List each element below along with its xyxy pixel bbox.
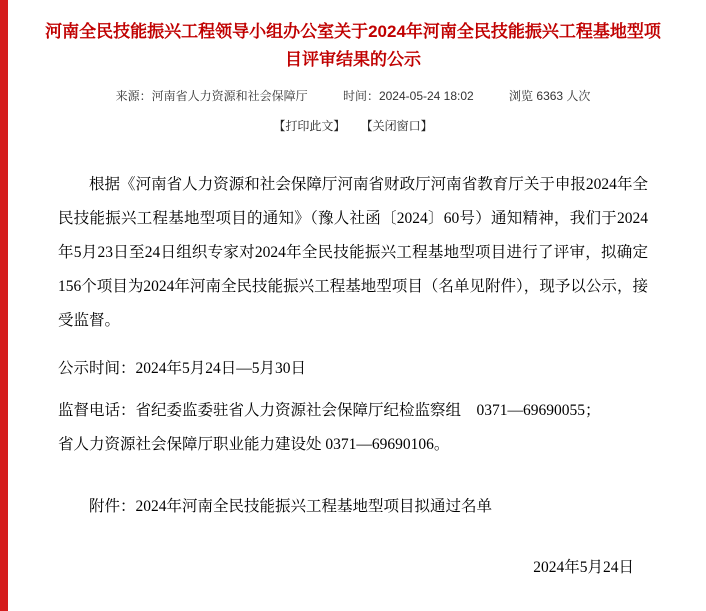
close-window-button[interactable]: 【关闭窗口】 [360, 119, 433, 133]
meta-views-value: 6363 人次 [536, 89, 591, 103]
spacer [58, 386, 648, 394]
page-title: 河南全民技能振兴工程领导小组办公室关于2024年河南全民技能振兴工程基地型项目评审结果的公示 [45, 22, 661, 69]
document-meta [34, 87, 672, 105]
left-accent-bar [0, 0, 8, 611]
meta-views-label: 浏览 [509, 89, 534, 103]
signature-block [533, 551, 672, 585]
signature-date: 2024年5月24日 [533, 559, 634, 576]
body-paragraph: 根据《河南省人力资源和社会保障厅河南省财政厅河南省教育厅关于申报2024年全民技能振兴工程基地型项目的通知》（豫人社函〔2024〕60号）通知精神，我们于2024年5月23日至24日组织专家对2024年全民技能振兴工程基地型项目进行了评审，拟确定156个项目为2024年河南全民技能振兴工程基地型项目（名单见附件），现予以公示，接受监督。 [58, 176, 648, 329]
meta-views [509, 87, 590, 105]
spacer [58, 344, 648, 352]
attachment-line: 附件：2024年河南全民技能振兴工程基地型项目拟通过名单 [89, 498, 493, 515]
meta-time-value: 2024-05-24 18:02 [378, 89, 474, 103]
meta-source-value: 河南省人力资源和社会保障厅 [151, 89, 308, 103]
print-button[interactable]: 【打印此文】 [273, 119, 346, 133]
department-phone-line: 省人力资源社会保障厅职业能力建设处 0371—69690106。 [58, 436, 450, 453]
notice-period-line: 公示时间：2024年5月24日—5月30日 [58, 360, 307, 377]
document-body [34, 168, 672, 524]
spacer [58, 462, 648, 490]
meta-time [343, 87, 474, 105]
meta-source [116, 87, 308, 105]
supervision-phone-line: 监督电话：省纪委监委驻省人力资源社会保障厅纪检监察组 0371—69690055； [58, 402, 601, 419]
meta-source-label: 来源： [115, 89, 152, 103]
document-actions [34, 117, 672, 134]
meta-time-label: 时间： [342, 89, 379, 103]
